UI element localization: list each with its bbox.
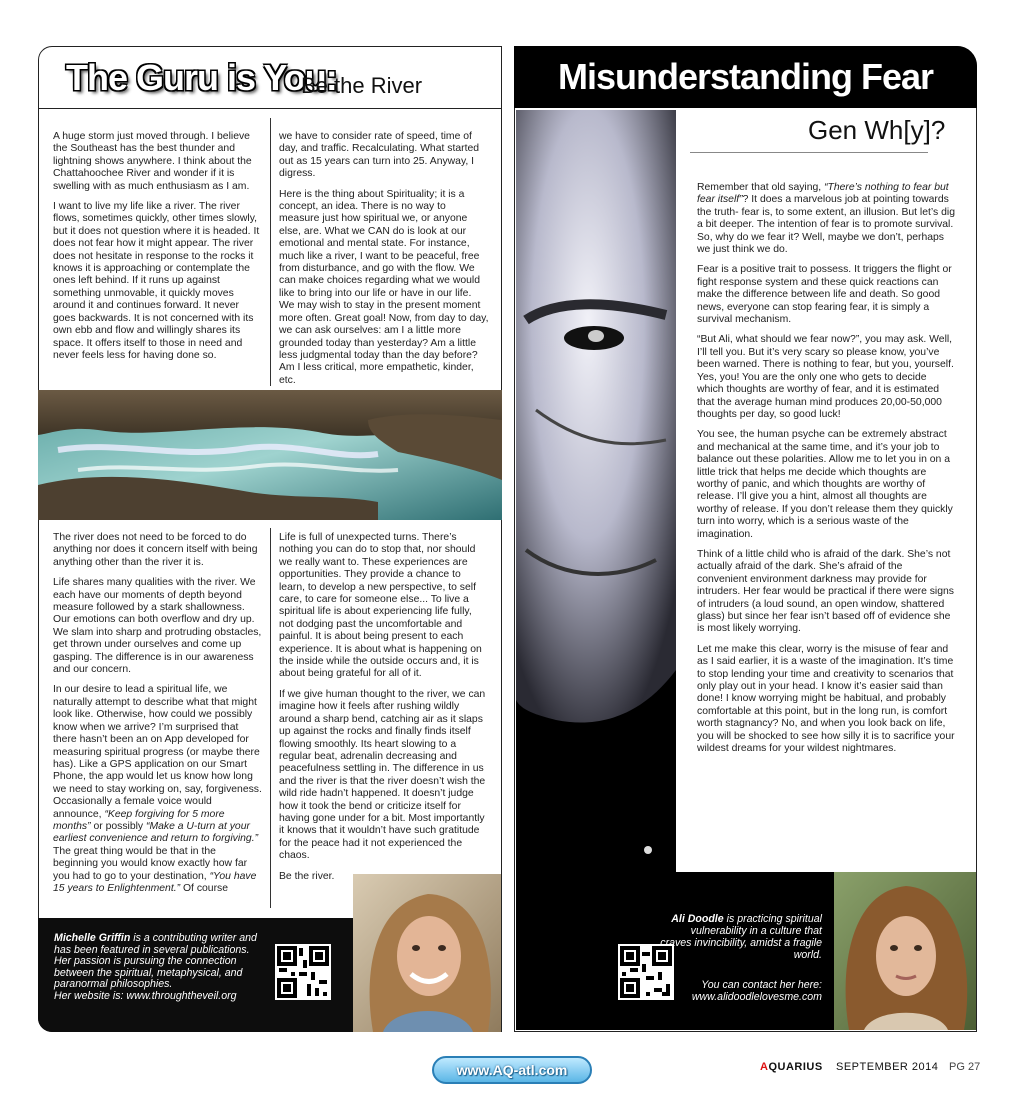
paragraph: Here is the thing about Spirituality; it is a concept, an idea. There is no way to measure just how spiritual we, or anyone else, are. What we CAN do is look at our emotional and mental state. For instance, much like a river, I want to be peaceful, free from disturbance, and go with the flow. We can make choices regarding what we would like to bring into our life or have in our life. We may wish to stay in the present moment more often. Great goal! Now, from day to day, we can ask ourselves: am I a little more grounded today than yesterday? Am a little less judgmental today than the day before? Am I less critical, more empathetic, kinder, etc. xyxy=(279,188,489,386)
text-run: The great thing would be that in the beginning you would know exactly how far you had to go to your destination, xyxy=(53,845,248,882)
quote: “Make a U-turn at your earliest convenience and return to forgiving.” xyxy=(53,820,259,845)
site-link-badge[interactable]: www.AQ-atl.com xyxy=(432,1056,592,1084)
left-col2-bottom xyxy=(279,532,489,891)
left-col1-top xyxy=(53,131,261,370)
paragraph: The river does not need to be forced to do anything nor does it concern itself with being anything other than the river it is. xyxy=(53,532,258,568)
text-run: ? It does a marvelous job at pointing towards the truth- fear is, to some extent, an illusion. But let’s dig a bit deeper. The intention of fear is to promote survival. So, why do we fear it? Well, maybe we don’t, perhaps we just think we do. xyxy=(697,194,955,256)
right-article-subtitle: Gen Wh[y]? xyxy=(808,115,946,145)
qr-code-left-icon xyxy=(275,944,331,1000)
right-author-contact xyxy=(660,979,822,1003)
left-article-subtitle: Be the River xyxy=(301,73,423,98)
paragraph: Be the river. xyxy=(279,870,335,882)
paragraph xyxy=(53,684,263,895)
page-number: PG 27 xyxy=(949,1061,981,1073)
paragraph: Think of a little child who is afraid of the dark. She’s not actually afraid of the dark. She’s afraid of the convenient environment darkness may provide for intruders. Her fear would be practical if there were signs of intruders (a loud sound, an open window, shattered glass) but since her fear isn’t based off of evidence she is most likely worrying. xyxy=(697,548,954,635)
magazine-rest: QUARIUS xyxy=(768,1061,823,1073)
paragraph: A huge storm just moved through. I believe the Southeast has the best thunder and lightning shows anywhere. I think about the Chattahoochee River and wonder if it is swelling with as much enthusiasm as I am. xyxy=(53,131,252,192)
bio-text: is practicing spiritual vulnerability in a culture that craves invincibility, amidst a fragile world. xyxy=(660,913,822,961)
author-name: Ali Doodle xyxy=(671,913,724,925)
quote: “You have 15 years to Enlightenment.” xyxy=(53,870,257,894)
right-author-bio xyxy=(660,913,822,961)
paragraph xyxy=(697,182,955,256)
bio-text: is a contributing writer and has been featured in several publications. Her passion is pursuing the connection between the spiritual, metaphysical, and paranormal philosophies. xyxy=(54,932,257,991)
left-article-title: The Guru is You: xyxy=(66,57,337,98)
column-divider xyxy=(270,118,271,386)
river-photo-icon xyxy=(38,390,502,520)
paragraph: If we give human thought to the river, we can imagine how it feels after rushing wildly around a sharp bend, catching air as it slaps up against the rocks and finally finds itself flowing smoothly. Its heart slowing to a regular beat, adrenalin decreasing and peacefulness settling in. The difference in us and the river is that the river doesn’t wish the wild ride hadn’t happened. It doesn’t judge how it took the bend or criticize itself for having gone under for a bit. Most importantly it knows that it wouldn’t have such gratitude for the peace had it not experienced the chaos. xyxy=(279,688,486,862)
author-photo-right xyxy=(834,872,976,1030)
author-website: www.alidoodlelovesme.com xyxy=(691,991,822,1003)
quote: “Keep forgiving for 5 more months” xyxy=(53,808,225,832)
paragraph: Let me make this clear, worry is the misuse of fear and as I said earlier, it is a waste of the imagination. It’s time to stop lending your time and creativity to scenarios that only play out in your head. I know it’s easier said than done! I know worrying might be habitual, and probably comfortable at this point, but in the long run, is comfort worth stagnancy? No, and when you look back on life, you will be shocked to see how silly it is to sacrifice your wildest dreams for your wildest nightmares. xyxy=(697,643,955,755)
paragraph: we have to consider rate of speed, time of day, and traffic. Recalculating. What started out as 15 years can turn into 25. Anyway, I digress. xyxy=(279,131,480,180)
text-run: Of course xyxy=(182,882,229,894)
text-run: or possibly xyxy=(93,820,144,832)
magazine-name xyxy=(760,1061,823,1073)
author-website: Her website is: www.throughtheveil.org xyxy=(54,989,237,1002)
left-col1-bottom xyxy=(53,532,263,903)
subtitle-divider xyxy=(690,152,928,153)
left-title-divider xyxy=(38,108,502,109)
quote: “There’s nothing to fear but fear itself” xyxy=(697,182,949,206)
paragraph: “But Ali, what should we fear now?”, you may ask. Well, I’ll tell you. But it’s very scary so please know, you’ve been warned. There is nothing to fear, but you, yourself. Yes, you! You are the only one who gets to decide which thoughts are worthy of fear, and it is estimated that the average human mind produces 20,00-50,000 thoughts per day, so good luck! xyxy=(697,334,954,420)
author-photo-left xyxy=(353,874,501,1032)
paragraph: Life shares many qualities with the river. We each have our moments of depth beyond measure followed by a stark shallowness. Our emotions can both overflow and dry up. We slam into sharp and protruding obstacles, get thrown under ourselves and come up gasping. The difference is in our awareness and our concern. xyxy=(53,577,262,676)
river-photo xyxy=(38,390,502,520)
author-photo-right-icon xyxy=(834,872,976,1030)
magazine-initial: A xyxy=(760,1061,769,1073)
column-divider xyxy=(270,528,271,908)
paragraph: I want to live my life like a river. The river flows, sometimes quickly, other times slowly, but it does not question where it is headed. It does not fear how it might appear. The river does not hesitate in response to the rocks it knows it is approaching or contemplate the ones left behind. If it runs up against something unmovable, it quickly moves around it and continues forward. It never goes backwards. It is not concerned with its own ebb and flow and willingly shares its space. It offers itself to those in need and never feels less for having done so. xyxy=(53,201,260,361)
author-photo-left-icon xyxy=(353,874,501,1032)
text-run: Remember that old saying, xyxy=(697,182,822,193)
text-run: In our desire to lead a spiritual life, we naturally attempt to describe what that might look like. Otherwise, how could we possibly know when we arrive? I’m surprised that there hasn’t been an on App developed for measuring spiritual progress (or maybe there has). Like a GPS application on our Smart Phone, the app would let us know how long we need to stay working on, say, forgiveness. Occasionally a female voice would announce, xyxy=(53,684,262,820)
paragraph: You see, the human psyche can be extremely abstract and mechanical at the same time, and it’s your job to balance out these polarities. Allow me to let you in on a little trick that helps me decide which thoughts are worthy of panic, and which thoughts are worthy of release. I’ll give you a hint, almost all thoughts are worthy of release. If you don’t release them they quickly turn into worry, which is a serious waste of the imagination. xyxy=(697,429,953,540)
left-author-bio xyxy=(54,933,269,1003)
qr-code-icon xyxy=(275,944,331,1000)
right-article-body xyxy=(697,182,955,763)
paragraph: Fear is a positive trait to possess. It triggers the flight or fight response system and these quick reactions can make the difference between life and death. So good news, everyone can stop fearing fear, it is simply a survival mechanism. xyxy=(697,264,952,326)
author-name: Michelle Griffin xyxy=(54,932,131,944)
issue-date: SEPTEMBER 2014 xyxy=(836,1061,939,1073)
contact-label: You can contact her here: xyxy=(701,979,822,991)
paragraph: Life is full of unexpected turns. There’s nothing you can do to stop that, nor should we really want to. These experiences are opportunities. They provide a chance to learn, to develop a new perspective, to self care, to care for someone else... To live a spiritual life is about experiencing life fully, not dodging past the uncomfortable and painful. It is about being present to each experience. It is about what is happening on the inside while the outside occurs and, it is about being grateful for all of it. xyxy=(279,532,482,680)
left-col2-top xyxy=(279,131,489,395)
right-article-title: Misunderstanding Fear xyxy=(557,56,934,97)
